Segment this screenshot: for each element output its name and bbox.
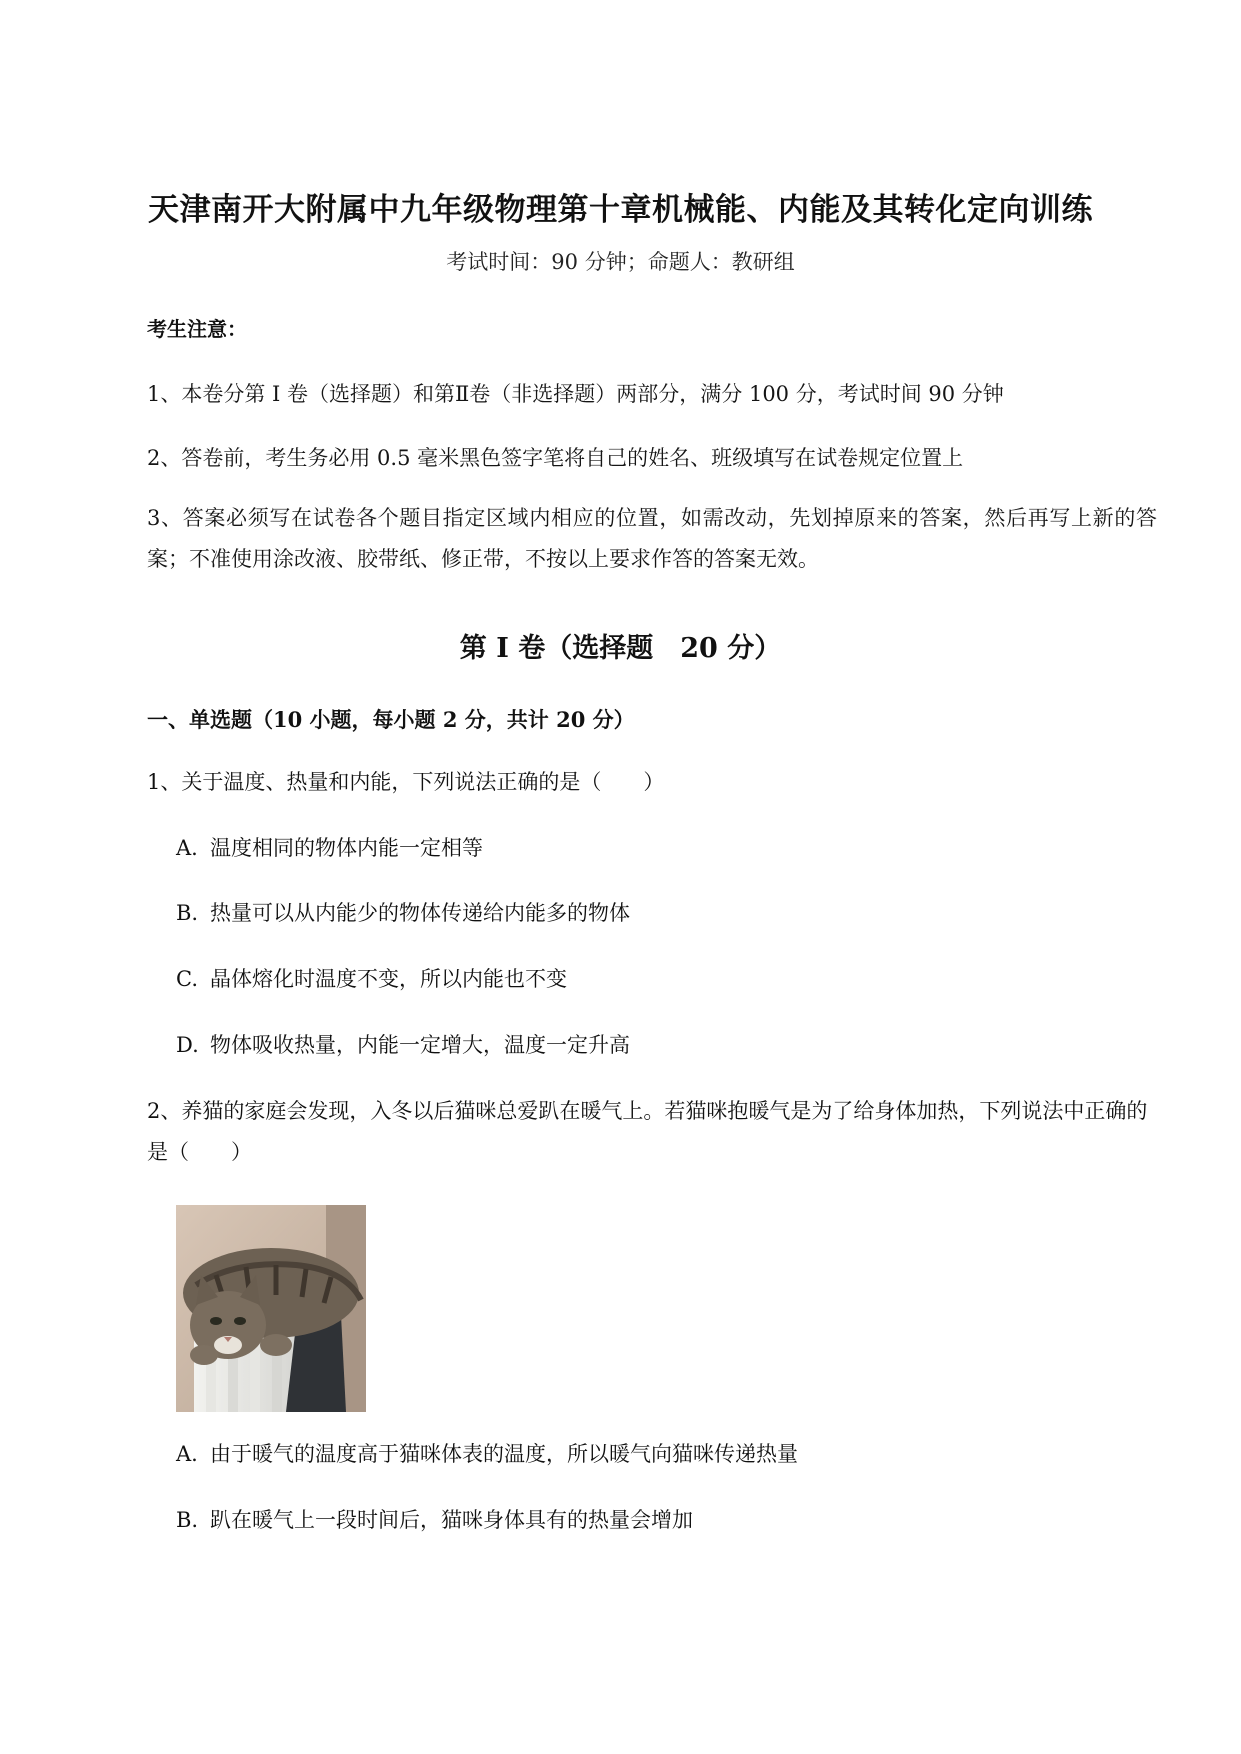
option-text: 物体吸收热量，内能一定增大，温度一定升高 bbox=[210, 1033, 630, 1057]
exam-title: 天津南开大附属中九年级物理第十章机械能、内能及其转化定向训练 bbox=[148, 192, 1093, 228]
exam-subtitle: 考试时间：90 分钟；命题人：教研组 bbox=[446, 250, 795, 274]
option-text: 趴在暖气上一段时间后，猫咪身体具有的热量会增加 bbox=[210, 1508, 693, 1532]
option-letter: B. bbox=[176, 1508, 199, 1532]
notice-item-3: 3、答案必须写在试卷各个题目指定区域内相应的位置，如需改动，先划掉原来的答案，然后再写上新的答案；不准使用涂改液、胶带纸、修正带，不按以上要求作答的答案无效。 bbox=[147, 506, 1157, 571]
question-2-option-b bbox=[176, 1504, 693, 1534]
part-heading: 一、单选题（10 小题，每小题 2 分，共计 20 分） bbox=[147, 707, 635, 732]
option-letter: A. bbox=[176, 1442, 198, 1466]
question-1-stem: 1、关于温度、热量和内能，下列说法正确的是（ ） bbox=[147, 770, 665, 794]
section-title: 第 I 卷（选择题 20 分） bbox=[459, 633, 782, 664]
question-1-option-c bbox=[176, 963, 567, 993]
question-2-stem: 2、养猫的家庭会发现，入冬以后猫咪总爱趴在暖气上。若猫咪抱暖气是为了给身体加热，下列说法中正确的是（ ） bbox=[147, 1099, 1148, 1164]
option-text: 由于暖气的温度高于猫咪体表的温度，所以暖气向猫咪传递热量 bbox=[210, 1442, 798, 1466]
option-text: 热量可以从内能少的物体传递给内能多的物体 bbox=[210, 901, 630, 925]
question-2-option-a bbox=[176, 1438, 798, 1468]
option-letter: C. bbox=[176, 967, 198, 991]
option-text: 晶体熔化时温度不变，所以内能也不变 bbox=[210, 967, 567, 991]
notice-item-1: 1、本卷分第 I 卷（选择题）和第Ⅱ卷（非选择题）两部分，满分 100 分，考试时间 90 分钟 bbox=[147, 382, 1004, 406]
option-text: 温度相同的物体内能一定相等 bbox=[210, 836, 483, 860]
question-1-option-b bbox=[176, 897, 630, 927]
option-letter: B. bbox=[176, 901, 199, 925]
option-letter: A. bbox=[176, 836, 198, 860]
option-letter: D. bbox=[176, 1033, 199, 1057]
cat-on-radiator-photo bbox=[176, 1205, 366, 1412]
notice-heading: 考生注意： bbox=[147, 317, 247, 341]
notice-item-2: 2、答卷前，考生务必用 0.5 毫米黑色签字笔将自己的姓名、班级填写在试卷规定位置上 bbox=[147, 446, 964, 470]
question-1-option-a bbox=[176, 832, 483, 862]
question-1-option-d bbox=[176, 1029, 630, 1059]
